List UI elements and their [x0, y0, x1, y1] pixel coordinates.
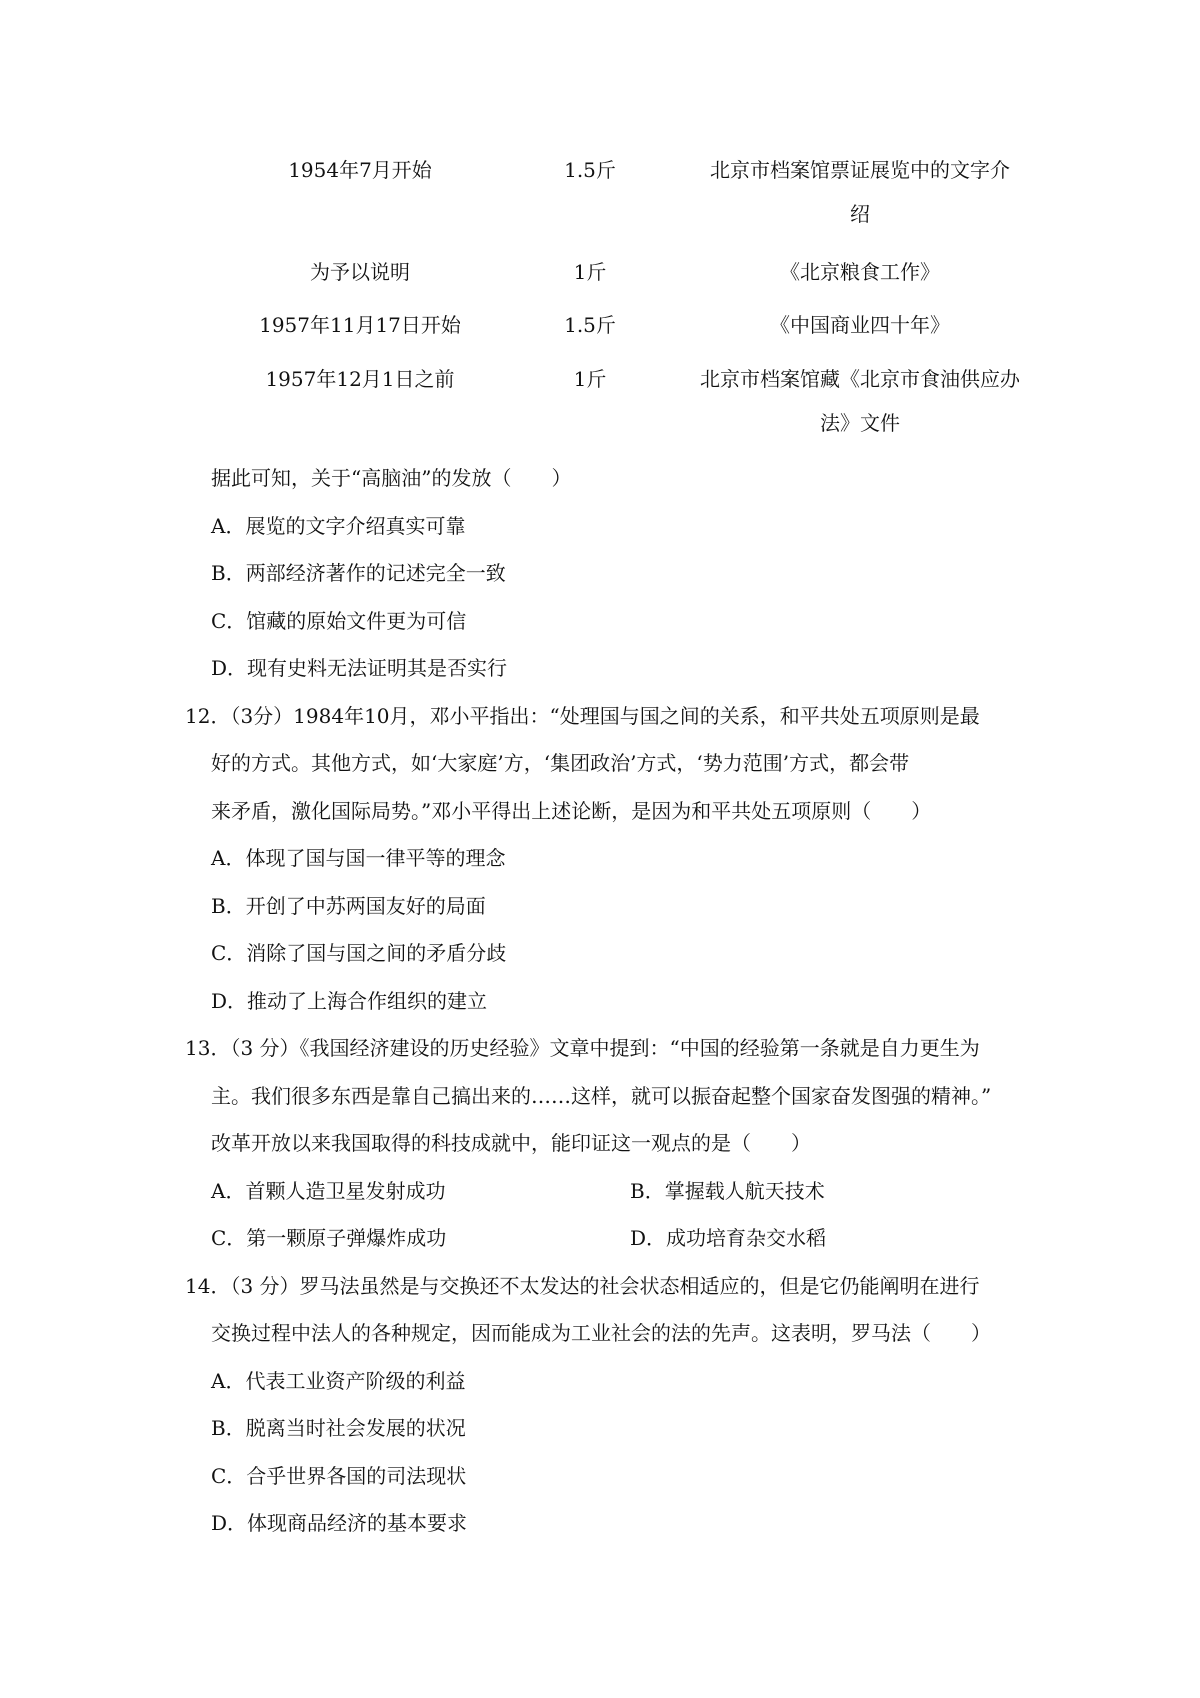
q14-stem-line2: 交换过程中法人的各种规定，因而能成为工业社会的法的先声。这表明，罗马法（ ）: [211, 1321, 991, 1345]
q12-stem-line1: 12．（3分）1984年10月，邓小平指出：“处理国与国之间的关系，和平共处五项原则是最: [185, 704, 980, 728]
q13-stem-line3: 改革开放以来我国取得的科技成就中，能印证这一观点的是（ ）: [211, 1131, 811, 1155]
q12-option-d[interactable]: D．推动了上海合作组织的建立: [211, 989, 488, 1013]
table-cell-source: [660, 355, 1060, 447]
table-cell-period: 1954年7月开始: [288, 158, 432, 182]
table-cell-source-line1: 北京市档案馆藏《北京市食油供应办: [700, 367, 1020, 391]
table-cell-period: 为予以说明: [310, 260, 410, 284]
q11-option-d[interactable]: D．现有史料无法证明其是否实行: [211, 656, 508, 680]
table-cell-amount: 1.5斤: [564, 313, 616, 337]
q12-option-b[interactable]: B．开创了中苏两国友好的局面: [211, 894, 486, 918]
q14-stem-line1: 14．（3 分）罗马法虽然是与交换还不太发达的社会状态相适应的，但是它仍能阐明在进行: [185, 1274, 980, 1298]
table-row: [0, 355, 1200, 435]
table-cell-source: 《中国商业四十年》: [770, 313, 950, 337]
table-cell-period: 1957年12月1日之前: [265, 367, 455, 391]
q11-stem: 据此可知，关于“高脑油”的发放（ ）: [211, 466, 572, 490]
q11-option-c[interactable]: C．馆藏的原始文件更为可信: [211, 609, 467, 633]
table-cell-source: 《北京粮食工作》: [780, 260, 940, 284]
table-cell-amount: 1斤: [573, 260, 607, 284]
q13-stem-line1: 13．（3 分）《我国经济建设的历史经验》文章中提到：“中国的经验第一条就是自力更生为: [185, 1036, 980, 1060]
q11-option-a[interactable]: A．展览的文字介绍真实可靠: [211, 514, 466, 538]
q13-option-c[interactable]: C．第一颗原子弹爆炸成功: [211, 1226, 447, 1250]
table-cell-source: [660, 146, 1060, 238]
q14-option-c[interactable]: C．合乎世界各国的司法现状: [211, 1464, 467, 1488]
q13-option-a[interactable]: A．首颗人造卫星发射成功: [211, 1179, 446, 1203]
q14-option-a[interactable]: A．代表工业资产阶级的利益: [211, 1369, 466, 1393]
q13-option-d[interactable]: D．成功培育杂交水稻: [630, 1226, 827, 1250]
table-row: [0, 146, 1200, 226]
table-cell-amount: 1.5斤: [564, 158, 616, 182]
q13-stem-line2: 主。我们很多东西是靠自己搞出来的……这样，就可以振奋起整个国家奋发图强的精神。”: [211, 1084, 992, 1108]
q12-option-c[interactable]: C．消除了国与国之间的矛盾分歧: [211, 941, 507, 965]
table-row: [0, 301, 1200, 349]
q12-stem-line2: 好的方式。其他方式，如‘大家庭’方，‘集团政治’方式，‘势力范围’方式，都会带: [211, 751, 910, 775]
q11-option-b[interactable]: B．两部经济著作的记述完全一致: [211, 561, 506, 585]
table-cell-source-line1: 北京市档案馆票证展览中的文字介: [710, 158, 1010, 182]
table-cell-period: 1957年11月17日开始: [259, 313, 461, 337]
table-row: [0, 248, 1200, 296]
q12-stem-line3: 来矛盾，激化国际局势。”邓小平得出上述论断，是因为和平共处五项原则（ ）: [211, 799, 932, 823]
q13-option-b[interactable]: B．掌握载人航天技术: [630, 1179, 825, 1203]
table-cell-source-line2: 绍: [850, 202, 870, 226]
table-cell-amount: 1斤: [573, 367, 607, 391]
q12-option-a[interactable]: A．体现了国与国一律平等的理念: [211, 846, 506, 870]
q14-option-d[interactable]: D．体现商品经济的基本要求: [211, 1511, 468, 1535]
table-cell-source-line2: 法》文件: [820, 411, 900, 435]
q14-option-b[interactable]: B．脱离当时社会发展的状况: [211, 1416, 466, 1440]
